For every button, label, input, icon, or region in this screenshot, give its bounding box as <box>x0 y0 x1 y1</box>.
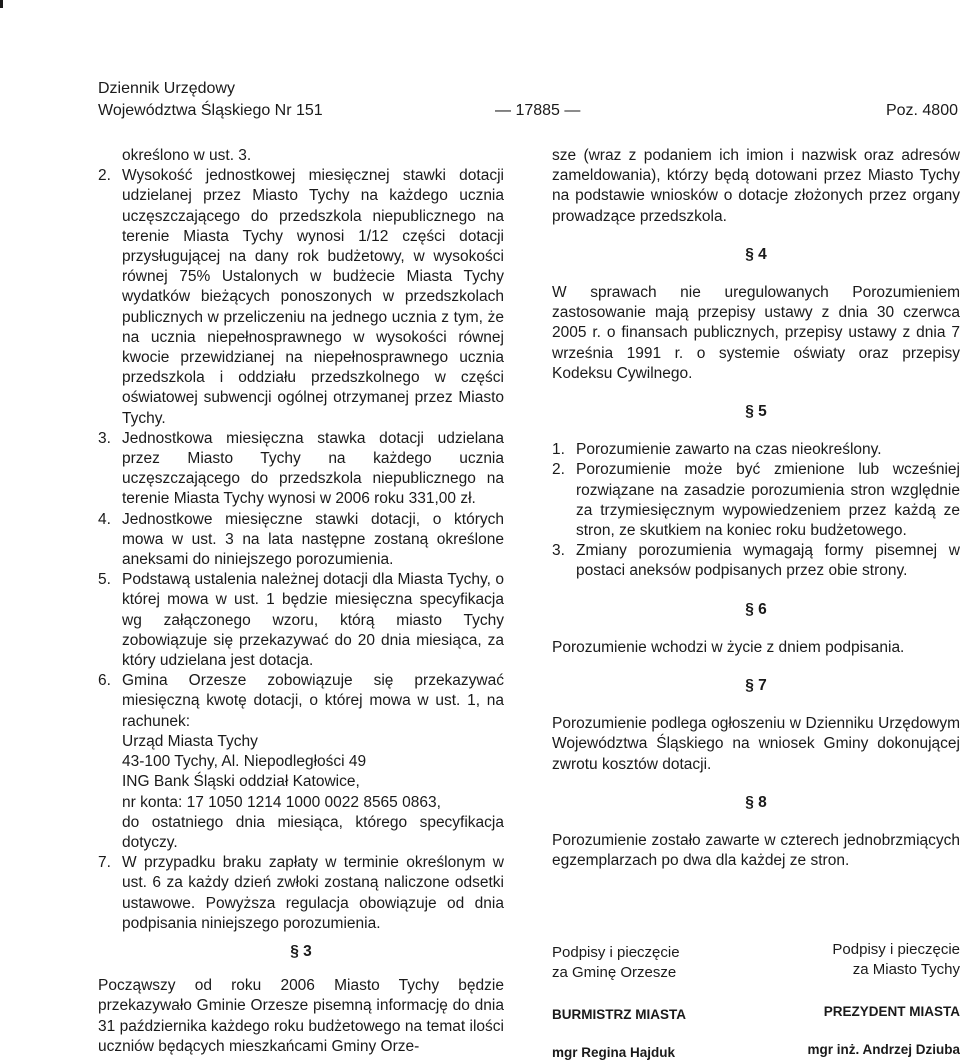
section-heading: § 4 <box>745 245 767 263</box>
signature-block-orzesze <box>552 943 752 1063</box>
list-item <box>98 429 504 510</box>
signatory-name: mgr Regina Hajduk <box>552 1045 676 1060</box>
item-text: Jednostkowa miesięczna stawka dotacji udzielana przez Miasto Tychy na każdego ucznia uczęszczającego do przedszkola niepublicznego na terenie Miasta Tychy wynosi w 2006 roku 331,00 zł. <box>122 429 504 508</box>
signature-party: za Gminę Orzesze <box>552 964 677 981</box>
signatory-title: BURMISTRZ MIASTA <box>552 1007 686 1022</box>
right-column <box>552 146 960 871</box>
section-text: Porozumienie wchodzi w życie z dniem podpisania. <box>552 638 905 656</box>
section-heading: § 8 <box>745 793 767 811</box>
list-item <box>552 541 960 581</box>
item-text: Zmiany porozumienia wymagają formy pisemnej w postaci aneksów podpisanych przez obie strony. <box>576 542 960 580</box>
item-6-tail: do ostatniego dnia miesiąca, którego specyfikacja dotyczy. <box>122 813 504 851</box>
continuation-text: sze (wraz z podaniem ich imion i nazwisk oraz adresów zameldowania), którzy będą dotowani przez Miasto Tychy na podstawie wniosków o dotacje złożonych przez organy prowadzące przedszkola. <box>552 147 960 225</box>
item-number: 4. <box>98 510 111 528</box>
section-text: Począwszy od roku 2006 Miasto Tychy będzie przekazywało Gminie Orzesze pisemną informację do dnia 31 października każdego roku budżetowego na temat ilości uczniów będących mieszkańcami Gminy Orze- <box>98 977 504 1055</box>
item-text: Podstawą ustalenia należnej dotacji dla Miasta Tychy, o której mowa w ust. 1 będzie miesięczna specyfikacja wg załączonego wzoru, którą miasto Tychy zobowiązuje się przekazywać do 20 dnia miesiąca, za który udzielana jest dotacja. <box>122 571 504 670</box>
signatory-name: mgr inż. Andrzej Dziuba <box>807 1042 960 1057</box>
item-number: 6. <box>98 672 111 690</box>
list-item <box>552 440 960 460</box>
item-number: 2. <box>552 461 565 479</box>
item-6-body <box>122 671 504 853</box>
list-item <box>98 853 504 934</box>
publication-title <box>98 78 323 122</box>
item-text: Wysokość jednostkowej miesięcznej stawki dotacji udzielanej przez Miasto Tychy na każdego ucznia uczęszczającego do przedszkola niepublicznego na terenie Miasta Tychy wynosi 1/12 części dotacji przysługującej na dany rok budżetowy, w wysokości równej 75% Ustalonych w budżecie Miasta Tychy wydatków bieżących ponoszonych w przedszkolach publicznych w przeliczeniu na jednego ucznia z tym, że na ucznia niepełnosprawnego w wysokości równej kwocie przewidzianej na niepełnosprawnego ucznia przedszkola i oddziału przedszkolnego w części oświatowej subwencji ogólnej otrzymanej przez Miasto Tychy. <box>122 167 504 427</box>
bank-line: ING Bank Śląski oddział Katowice, <box>122 773 360 791</box>
signature-caption: Podpisy i pieczęcie <box>832 941 960 958</box>
item-number: 2. <box>98 167 111 185</box>
section-heading: § 6 <box>745 600 767 618</box>
section-text: W sprawach nie uregulowanych Porozumieniem zastosowanie mają przepisy ustawy z dnia 30 czerwca 2005 r. o finansach publicznych, przepisy ustawy z dnia 7 września 1991 r. o systemie oświaty oraz przepisy Kodeksu Cywilnego. <box>552 284 960 382</box>
bank-details <box>122 732 504 813</box>
page-number: — 17885 — <box>495 102 581 119</box>
item-number: 3. <box>552 542 565 560</box>
section-text: Porozumienie podlega ogłoszeniu w Dzienniku Urzędowym Województwa Śląskiego na wniosek Gminy dokonującej zwrotu kosztów dotacji. <box>552 715 960 773</box>
publication-line-1: Dziennik Urzędowy <box>98 80 235 97</box>
item-number: 7. <box>98 854 111 872</box>
list-item-6 <box>98 671 504 853</box>
publication-line-2: Województwa Śląskiego Nr 151 <box>98 102 323 119</box>
list-item <box>98 166 504 429</box>
section-text: Porozumienie zostało zawarte w czterech jednobrzmiących egzemplarzach po dwa dla każdej ze stron. <box>552 832 960 870</box>
bank-line: 43-100 Tychy, Al. Niepodległości 49 <box>122 753 367 771</box>
list-item <box>98 510 504 571</box>
signature-party: za Miasto Tychy <box>852 961 960 978</box>
page-header <box>98 78 960 124</box>
list-item <box>98 570 504 671</box>
bank-line: Urząd Miasta Tychy <box>122 732 258 750</box>
section-heading: § 5 <box>745 403 767 421</box>
item-text: W przypadku braku zapłaty w terminie określonym w ust. 6 za każdy dzień zwłoki zostaną naliczone odsetki ustawowe. Powyższa regulacja obowiązuje od dnia podpisania niniejszego porozumienia. <box>122 854 504 932</box>
section-heading: § 7 <box>745 677 767 695</box>
item-text: Jednostkowe miesięczne stawki dotacji, o których mowa w ust. 3 na lata następne zostaną określone aneksami do niniejszego porozumienia. <box>122 510 504 569</box>
item-text: Porozumienie zawarto na czas nieokreślony. <box>576 441 882 459</box>
item-text: Gmina Orzesze zobowiązuje się przekazywać miesięczną kwotę dotacji, o której mowa w ust. 1, na rachunek: <box>122 672 504 730</box>
position-number: Poz. 4800 <box>885 102 958 119</box>
bank-line: nr konta: 17 1050 1214 1000 0022 8565 0863, <box>122 793 441 811</box>
section-3 <box>98 942 504 1057</box>
signature-caption: Podpisy i pieczęcie <box>552 944 680 961</box>
intro-line: określono w ust. 3. <box>122 147 252 164</box>
item-number: 3. <box>98 429 111 447</box>
item-number: 1. <box>552 441 565 459</box>
list-item <box>552 460 960 541</box>
section-heading: § 3 <box>290 943 312 960</box>
item-text: Porozumienie może być zmienione lub wcześniej rozwiązane na zasadzie porozumienia stron względnie za trzymiesięcznym wypowiedzeniem przez każdą ze stron, ze skutkiem na koniec roku budżetowego. <box>576 461 960 540</box>
corner-crop-mark <box>0 0 3 8</box>
signatory-title: PREZYDENT MIASTA <box>823 1004 960 1019</box>
left-column <box>98 146 504 934</box>
signature-block-tychy <box>760 940 960 1060</box>
item-number: 5. <box>98 571 111 589</box>
